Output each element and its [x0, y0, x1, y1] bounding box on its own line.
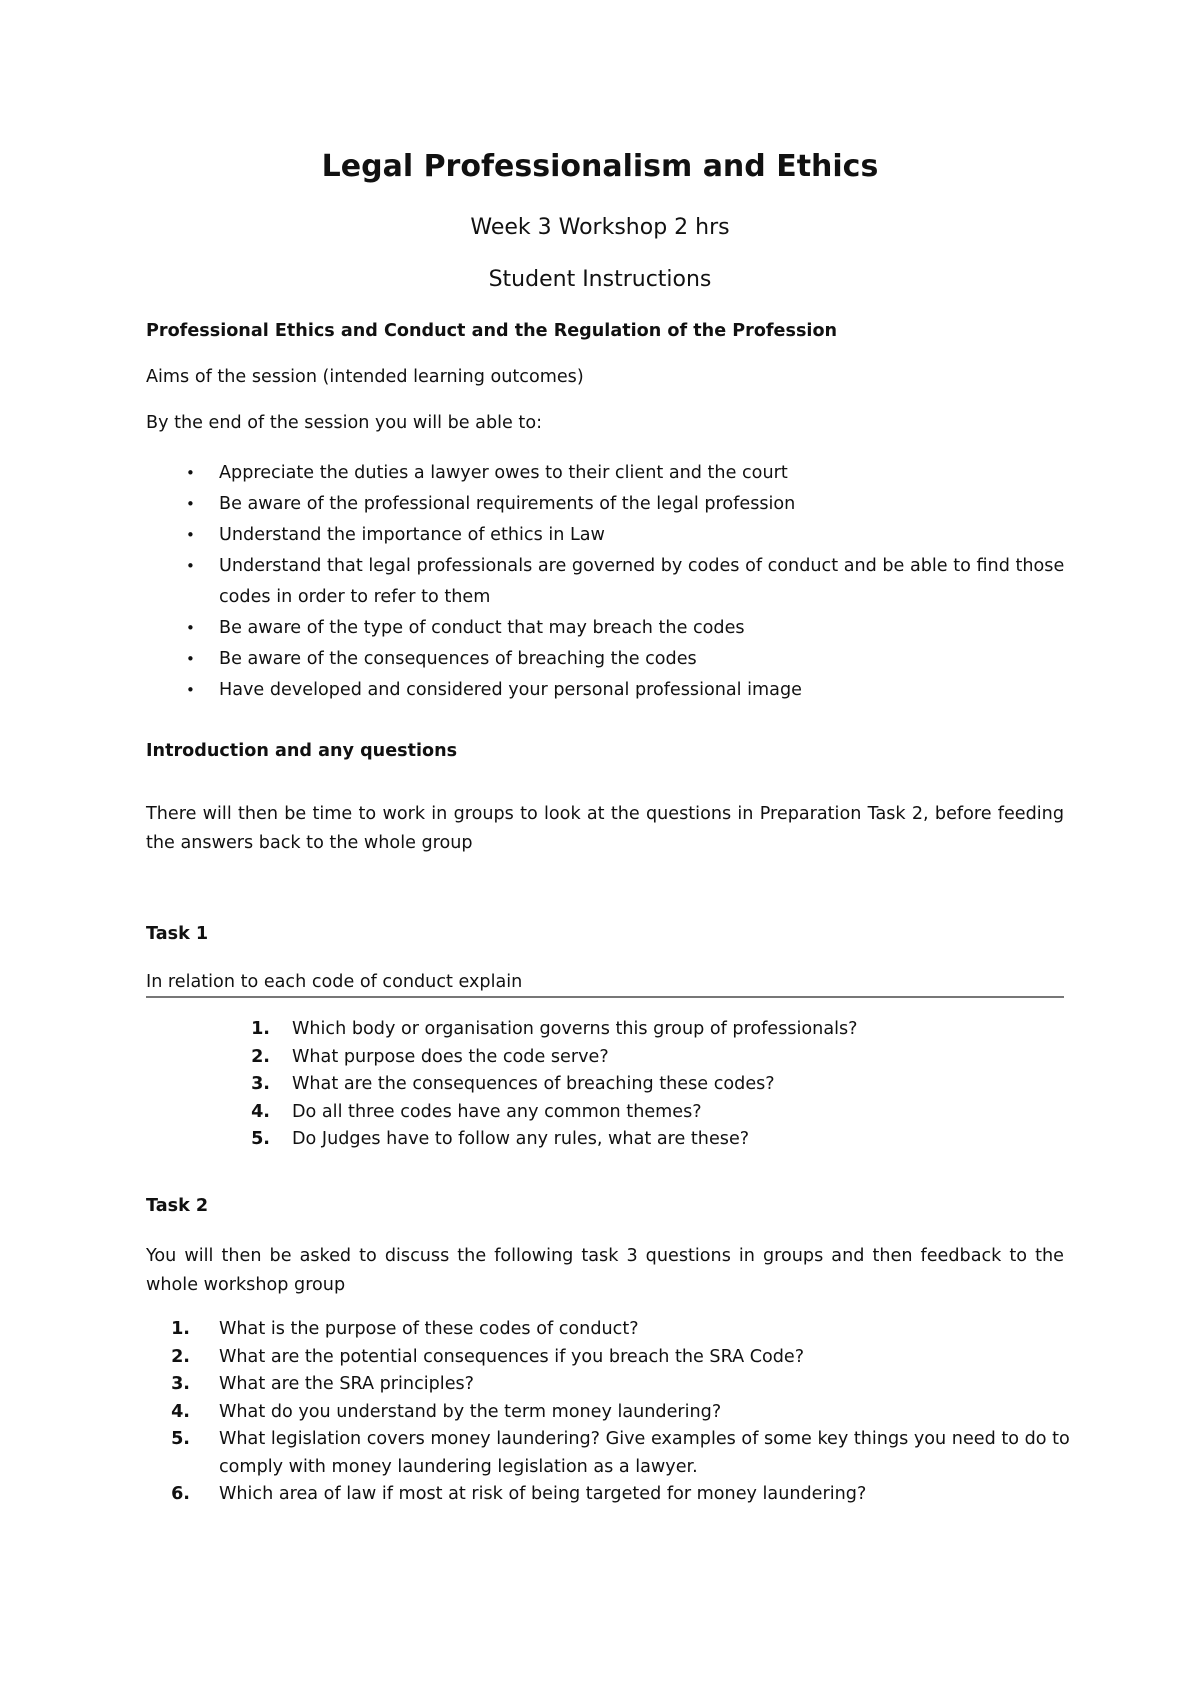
list-item	[244, 1126, 1044, 1154]
aims-text: Aims of the session (intended learning outcomes)	[146, 367, 584, 387]
list-item	[146, 520, 1066, 551]
list-item-text: What do you understand by the term money laundering?	[219, 1401, 722, 1422]
list-number: 1.	[171, 1319, 190, 1339]
intro-paragraph: There will then be time to work in groups to look at the questions in Preparation Task 2, before feeding the answers back to the whole group	[146, 804, 1064, 853]
task2-heading: Task 2	[146, 1196, 209, 1216]
task2-questions-list	[146, 1316, 1071, 1509]
list-item-text: Which area of law if most at risk of being targeted for money laundering?	[219, 1484, 867, 1504]
list-item-text: What are the SRA principles?	[219, 1374, 475, 1394]
list-item-text: Be aware of the type of conduct that may breach the codes	[219, 618, 745, 638]
list-item-text: What purpose does the code serve?	[292, 1046, 609, 1067]
list-item	[244, 1016, 1044, 1044]
list-item	[244, 1071, 1044, 1099]
list-item-text: What are the consequences of breaching these codes?	[292, 1074, 775, 1094]
list-item-text: Understand the importance of ethics in Law	[219, 525, 605, 545]
list-number: 1.	[251, 1019, 270, 1039]
document-title: Legal Professionalism and Ethics	[321, 149, 879, 184]
list-item-text: What legislation covers money laundering? Give examples of some key things you need to do to comply with money laundering legislation as a lawyer.	[219, 1429, 1070, 1477]
bullet-icon: •	[186, 619, 195, 637]
list-number: 2.	[251, 1046, 270, 1067]
learning-outcomes-list	[146, 458, 1066, 706]
bullet-icon: •	[186, 650, 195, 668]
bullet-icon: •	[186, 495, 195, 513]
list-item	[146, 1316, 1071, 1344]
list-item	[146, 675, 1066, 706]
list-number: 3.	[251, 1074, 270, 1094]
list-item-text: Do all three codes have any common themes?	[292, 1101, 702, 1122]
list-item	[146, 1344, 1071, 1372]
intro-heading: Introduction and any questions	[146, 741, 458, 761]
list-item	[146, 1399, 1071, 1427]
section-heading: Professional Ethics and Conduct and the Regulation of the Profession	[146, 321, 838, 341]
task1-instruction: In relation to each code of conduct explain	[146, 972, 523, 992]
task1-questions-list	[244, 1016, 1044, 1154]
list-item-text: Be aware of the consequences of breaching the codes	[219, 649, 697, 669]
list-item-text: Do Judges have to follow any rules, what are these?	[292, 1129, 750, 1149]
task1-heading: Task 1	[146, 924, 209, 944]
list-item-text: What is the purpose of these codes of conduct?	[219, 1319, 639, 1339]
list-item-text: What are the potential consequences if you breach the SRA Code?	[219, 1346, 805, 1367]
list-item-text: Have developed and considered your personal professional image	[219, 680, 802, 700]
bullet-icon: •	[186, 557, 195, 575]
list-number: 5.	[171, 1429, 190, 1449]
list-item	[146, 1371, 1071, 1399]
list-item-text: Which body or organisation governs this group of professionals?	[292, 1019, 858, 1039]
list-number: 5.	[251, 1129, 270, 1149]
list-item	[146, 458, 1066, 489]
list-item-text: Understand that legal professionals are governed by codes of conduct and be able to find those codes in order to refer to them	[219, 556, 1065, 607]
list-item-text: Appreciate the duties a lawyer owes to their client and the court	[219, 463, 788, 483]
task2-instruction: You will then be asked to discuss the following task 3 questions in groups and then feedback to the whole workshop group	[146, 1246, 1064, 1295]
list-number: 4.	[171, 1401, 190, 1422]
bullet-icon: •	[186, 464, 195, 482]
list-number: 3.	[171, 1374, 190, 1394]
list-number: 4.	[251, 1101, 270, 1122]
document-subtitle: Week 3 Workshop 2 hrs	[470, 215, 730, 240]
list-item-text: Be aware of the professional requirements of the legal profession	[219, 494, 796, 514]
divider	[146, 996, 1064, 998]
list-number: 2.	[171, 1346, 190, 1367]
list-item	[146, 613, 1066, 644]
list-item	[244, 1044, 1044, 1072]
list-item	[146, 644, 1066, 675]
list-item	[146, 489, 1066, 520]
list-number: 6.	[171, 1484, 190, 1504]
list-item	[146, 551, 1066, 613]
document-subheading: Student Instructions	[488, 267, 712, 292]
list-item	[244, 1099, 1044, 1127]
bullet-icon: •	[186, 526, 195, 544]
list-item	[146, 1426, 1071, 1481]
lead-in-text: By the end of the session you will be able to:	[146, 413, 543, 433]
bullet-icon: •	[186, 681, 195, 699]
list-item	[146, 1481, 1071, 1509]
